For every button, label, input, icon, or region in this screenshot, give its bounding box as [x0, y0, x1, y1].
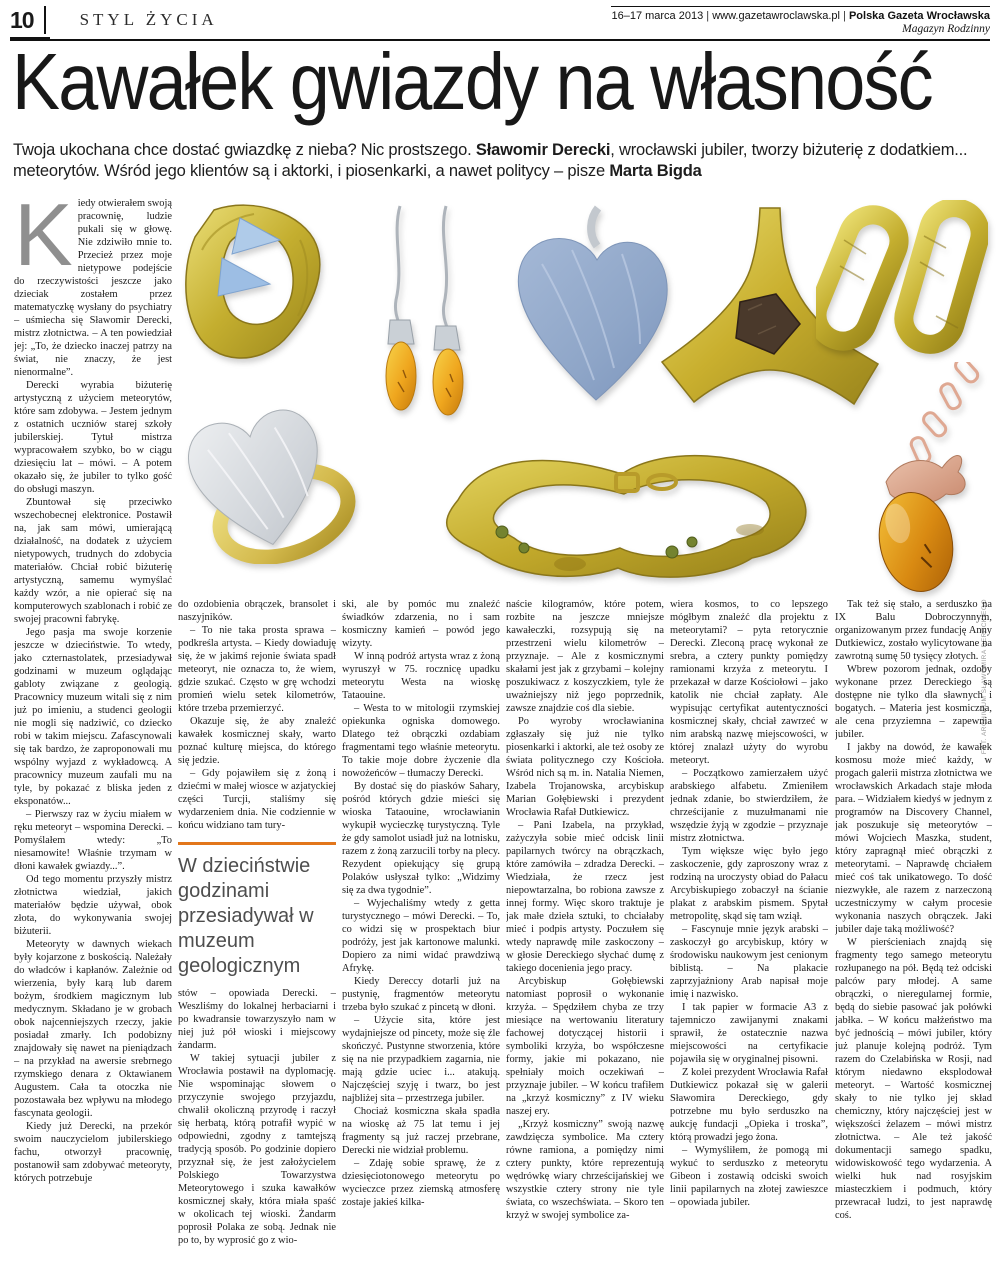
paragraph: do ozdobienia obrączek, bransolet i naszyjników. [178, 599, 336, 623]
column-2-paragraphs-bottom [178, 987, 336, 1247]
paragraph: I tak papier w formacie A3 z tajemniczo zawijanymi znakami sprawił, że ostatecznie nazwa miejscowości na certyfikacie pojawiła się w oryginalnej pisowni. [670, 1002, 828, 1065]
pull-quote: W dzieciństwie godzinami przesiadywał w muzeum geologicznym [178, 842, 336, 979]
lead-paragraph [13, 140, 985, 182]
paragraph: naście kilogramów, które potem, rozbite na jeszcze mniejsze kawałeczki, rozsypują się na przestrzeni wielu kilometrów – przyznaje. – Ale z kosmicznymi skałami jest jak z grzybami – kolejny poszukiwacz z koszyczkiem, tyle że uważniejszy niż jego poprzednik, zawsze znajdzie coś dla siebie. [506, 599, 664, 714]
paragraph: I jakby na dowód, że kawałek kosmosu może mieć każdy, w progach galerii mistrza złotnictwa we wrocławskich Arkadach staje młoda para. – Widziałem kiedyś w jednym z programów na Discovery Channel, jak poszukuje się meteorytów – mówi Wojciech Maszka, student, który zapragnął mieć obrączki z meteorytami. – Naprawdę chciałem mieć coś tak unikatowego. To dość niezwykłe, ale razem z narzeczoną uczestniczymy w całym procesie wykonania naszych obrączek. Jaki jubiler daje taką możliwość? [835, 742, 992, 935]
lead-name-derecki: Sławomir Derecki [475, 141, 611, 159]
paragraph: Kiedy już Derecki, na przekór swoim nauczycielom jubilerskiego fachu, otworzył pracownię, postanowił sam zdobywać meteoryty, których potrzebuje [14, 1121, 172, 1184]
paragraph: stów – opowiada Derecki. – Weszliśmy do lokalnej herbaciarni i po kwadransie towarzyszyło nam w niej już pół wioski i miejscowy żandarm. [178, 988, 336, 1051]
paragraph: Tym większe więc było jego zaskoczenie, gdy zaproszony wraz z rodziną na uroczysty obiad do Pałacu Arcybiskupiego zobaczył na ścianie plakat z arabskim pismem. Spytał metropolitę, skąd się tam wziął. [670, 846, 828, 922]
paragraph: – Gdy pojawiłem się z żoną i dziećmi w małej wiosce w azjatyckiej części Turcji, staliśmy się wydarzeniem dnia. Nie codziennie w końcu widziano tam tury- [178, 768, 336, 831]
column-6-paragraphs [835, 598, 992, 1222]
opening-paragraph [14, 197, 172, 379]
column-1-paragraphs [14, 379, 172, 1185]
header-divider [44, 6, 46, 34]
paragraph: Wbrew pozorom jednak, ozdoby wykonane przez Dereckiego są dostępne nie tylko dla sławnych i bogatych. – Materia jest kosmiczna, ale cena przyziemna – zapewnia jubiler. [835, 664, 992, 740]
paragraph: – Fascynuje mnie język arabski – zaskoczył go arcybiskup, który w środowisku naukowym jest cenionym biblistą. – Na plakacie zaprzyjaźniony Arab napisał moje imię i nazwisko. [670, 924, 828, 1000]
paragraph: – To nie taka prosta sprawa – podkreśla artysta. – Kiedy dowiaduję się, że w jakimś rejonie świata spadł meteoryt, nie oznacza to, że wiem, gdzie szukać. Często w grę wchodzi promień wielu setek kilometrów, które trzeba przemierzyć. [178, 625, 336, 714]
article-column-6 [835, 598, 992, 1285]
paragraph: – Pierwszy raz w życiu miałem w ręku meteoryt – wspomina Derecki. – Pomyślałem wtedy: „To niesamowite! Właśnie trzymam w dłoni kawałek gwiazdy...”. [14, 809, 172, 872]
column-2-paragraphs-top [178, 598, 336, 832]
paragraph: W pierścieniach znajdą się fragmenty tego samego meteorytu rozłupanego na pół. Będą też odciski palców pary młodej. A same obrączki, o nieregularnej formie, będą do siebie pasować jak połówki jabłka. – W końcu małżeństwo ma być jednością – mówi jubiler, który już planuje kolejną podróż. Tym razem do Czelabińska w Rosji, nad którym niedawno eksplodował meteoryt. – Wartość kosmicznej skały to nie tylko jej skład chemiczny, który najczęściej jest w większości żelazem – mówi mistrz złotnictwa. – Ale też jakość dokumentacji samego spadku, widowiskowość tego wydarzenia. A wielki huk nad rosyjskim miasteczkiem i podmuch, który przewracał ludzi, to jest naprawdę coś. [835, 937, 992, 1221]
photo-silver-heart-gold-ring [180, 394, 364, 564]
paragraph: Okazuje się, że aby znaleźć kawałek kosmicznej skały, warto poznać kulturę miejsca, do którego się jedzie. [178, 716, 336, 766]
photo-amber-pendant-chain [858, 362, 990, 592]
header-left [10, 6, 218, 34]
paragraph: W takiej sytuacji jubiler z Wrocławia postawił na dyplomację. Nie wspominając słowem o przyczynie swojego przyjazdu, chwalił okoliczną przyrodę i raczył się herbatą, którą potrafił wypić w odpowiedni, zgodny z tamtejszą tradycją sposób. Po godzinie dopiero przyznał się, że jest założycielem Polskiego Towarzystwa Meteorytowego i szuka kawałków kosmicznej skały, która miała spaść w okolicach tej wioski. Żandarm poprosił Polaka ze sobą. Jednak nie po to, by wyprosić go z wio- [178, 1053, 336, 1246]
paragraph: Jego pasja ma swoje korzenie jeszcze w dzieciństwie. To wtedy, jako czternastolatek, przesiadywał godzinami w muzeum oglądając gabloty związane z geologią. Pracownicy muzeum witali się z nim już po imieniu, a studenci geologii nie mogli się nadziwić, co dziecko robi w takim miejscu. Zafascynowali się tak bardzo, że zaproponowali mu wspólny wyjazd z wykładowcą. A pracownicy muzeum zaufali mu na tyle, by pokazać z bliska jeden z eksponatów... [14, 627, 172, 807]
paragraph: – Wyjechaliśmy wtedy z getta turystycznego – mówi Derecki. – To, co widzi się w prospektach biur podróży, jest jak kartonowe malunki. Dopiero za nimi widać prawdziwą Afrykę. [342, 898, 500, 974]
article-column-4 [506, 598, 664, 1285]
photo-credit: FOT. ARCHIWUM SŁAWOMIRA DERECKIEGO [981, 599, 988, 755]
page-header [10, 6, 990, 38]
article-column-3 [342, 598, 500, 1285]
photo-gold-ring-blue-stones [182, 200, 334, 370]
lead-author: Marta Bigda [609, 162, 702, 180]
paragraph: – Wymyśliłem, że pomogą mi wykuć to serduszko z meteorytu Gibeon i zostawią odciski swoich linii papilarnych na złotej zawieszce – opowiada jubiler. [670, 1145, 828, 1208]
paragraph: – Użycie sita, które jest wydajniejsze od pincety, może się źle skończyć. Pustynne stworzenia, które się na nie przypadkiem zagarnia, nie mają gdzie uciec i... atakują. Najczęściej szyję i twarz, bo jest najbliżej sita – przestrzega jubiler. [342, 1015, 500, 1104]
paragraph: wiera kosmos, to co lepszego mógłbym znaleźć dla projektu z meteorytami? – pyta retorycznie Derecki. Zleconą pracę wykonał ze srebra, a cztery punkty pomiędzy ramionami krzyża z meteorytu. I przekazał w darze Kościołowi – jako katolik nie chciał zapłaty. Ale wypisując certyfikat autentyczności kosmicznej skały, chciał zawrzeć w nim arabską nazwę miejscowości, w której znalazł użyty do wyrobu meteoryt. [670, 599, 828, 766]
paragraph: – Zdaję sobie sprawę, że z dziesięciotonowego meteorytu po wycieczce przez ziemską atmosferę zostaje jakieś kilka- [342, 1158, 500, 1208]
masthead-dateline: 16–17 marca 2013 | www.gazetawroclawska.pl | Polska Gazeta Wrocławska [611, 10, 990, 22]
column-5-paragraphs [670, 598, 828, 1209]
photo-amber-earrings [374, 204, 482, 419]
paragraph: Zbuntował się przeciwko wszechobecnej elektronice. Postawił na, jak sam mówi, umierającą działalność, na dodatek z użyciem nietypowych, trudnych do zdobycia materiałów. Chciał robić biżuterię artystyczną, samemu wymyślać każdy wzór, a nie opierać się na komputerowych szablonach i robić ze swojej pracowni fabrykę. [14, 497, 172, 625]
paragraph: W inną podróż artysta wraz z żoną wyruszył w 75. rocznicę upadku meteorytu Westa na wioskę Tataouine. [342, 651, 500, 701]
section-title: STYL ŻYCIA [79, 10, 218, 29]
column-4-paragraphs [506, 598, 664, 1222]
masthead-info [611, 6, 990, 35]
photo-gold-band-rings [816, 200, 988, 358]
website-text: www.gazetawroclawska.pl [712, 10, 840, 22]
paragraph: Derecki wyrabia biżuterię artystyczną z użyciem meteorytów, które sam zdobywa. – Jestem jednym z ostatnich uczniów starej szkoły jubilerskiej. Tytuł mistrza wypracowałem szybko, bo w ciągu dziesięciu lat – mówi. – A potem okazało się, że jubiler to tylko gość do obsługi maszyn. [14, 380, 172, 495]
paragraph: – Pani Izabela, na przykład, zażyczyła sobie mieć odcisk linii papilarnych twórcy na obrączkach, które zamówiła – zdradza Derecki. – Wiedziała, że rzecz jest niepowtarzalna, bo robiona zawsze z innej formy. Więc skoro traktuje je jak małe dzieła sztuki, to chciałaby mieć i podpis artysty. Poczułem się wtedy naprawdę mile zaskoczony – w głosie Dereckiego słychać dumę z takiego docenienia jego pracy. [506, 820, 664, 974]
article-column-5 [670, 598, 828, 1285]
paragraph: By dostać się do piasków Sahary, pośród których gdzie mieści się wioska Tataouine, wrocławianin wykupił wycieczkę turystyczną. Tyle że gdy samolot usiadł już na lotnisku, razem z żoną zarzucili torby na plecy. Rezydent opiekujący się grupą Polaków usłyszał tylko: „Widzimy się za dwa tygodnie”. [342, 781, 500, 896]
edition-name: Magazyn Rodzinny [902, 23, 990, 35]
paragraph: Meteoryty w dawnych wiekach były kojarzone z boskością. Należały do władców i kapłanów. Zależnie od wierzenia, były karą lub darem bożym, środkiem magicznym lub medycznym. Składano je w grobach obok najcenniejszych rzeczy, jakie posiadał zmarły. Ich podobizny znajdowały się nawet na pieniądzach – na przykład na awersie srebrnego rzymskiego denara z Oktawianem Augustem. Cała ta otoczka nie pozostawała bez wpływu na młodego fascynata geologii. [14, 939, 172, 1119]
paragraph: Tak też się stało, a serduszko na IX Balu Dobroczynnym, organizowanym przez fundację Anny Dutkiewicz, zostało wylicytowane na zawrotną sumę 50 tysięcy złotych. [835, 599, 992, 662]
photo-gold-bracelet-peridots [420, 420, 828, 590]
paragraph: – Westa to w mitologii rzymskiej opiekunka ogniska domowego. Dlatego też obrączki ozdabiam fragmentami tego właśnie meteorytu. To takie moje dobre życzenie dla nowożeńców – tłumaczy Derecki. [342, 703, 500, 779]
article-column-2 [178, 598, 336, 1285]
paragraph: Od tego momentu przyszły mistrz złotnictwa wiedział, jakich materiałów będzie używał, obok złota, do wykonywania swojej biżuterii. [14, 874, 172, 937]
headline: Kawałek gwiazdy na własność [12, 37, 932, 126]
paragraph: Po wyroby wrocławianina zgłaszały się już nie tylko piosenkarki i aktorki, ale też osoby ze świata politycznego czy Kościoła. Wśród nich są m. in. Natalia Niemen, Izabela Trojanowska, arcybiskup Marian Gołębiewski i prezydent Wrocławia Rafał Dutkiewicz. [506, 716, 664, 818]
page-number: 10 [10, 6, 34, 33]
drop-cap: K [14, 197, 73, 284]
paragraph: Arcybiskup Gołębiewski natomiast poprosił o wykonanie krzyża. – Spędziłem chyba ze trzy miesiące na wertowaniu literatury fachowej dotyczącej historii i symboliki krzyża, bo współczesne formy, jakie mi pokazano, nie spełniały moich oczekiwań – przyznaje jubiler. – W końcu trafiłem na „krzyż kosmiczny” z IV wieku naszej ery. [506, 976, 664, 1117]
paragraph: Z kolei prezydent Wrocławia Rafał Dutkiewicz pokazał się w galerii Sławomira Dereckiego, gdy potrzebne mu było serduszko na aukcję fundacji „Opieka i troska”, którą prowadzi jego żona. [670, 1067, 828, 1143]
paragraph: – Początkowo zamierzałem użyć arabskiego alfabetu. Zmieniłem jednak zdanie, bo stwierdziłem, że chrześcijanie z muzułmanami nie wszędzie żyją w zgodzie – przyznaje mistrz złotnictwa. [670, 768, 828, 844]
opening-paragraph-text: iedy otwierałem swoją pracownię, ludzie pukali się w głowę. Nie zdziwiło mnie to. Przecież przez moje nietypowe podejście do rzeczywistości jeszcze jako dzieciak zostałem przez matematyczkę wysłany do psychiatry – uśmiecha się Sławomir Derecki, mistrz złotnictwa. – A ten powiedział jej: „To, że dziecko inaczej patrzy na świat, nie znaczy, że jest nienormalne”. [14, 198, 172, 378]
column-3-paragraphs [342, 598, 500, 1209]
paper-name: Polska Gazeta Wrocławska [848, 10, 990, 22]
issue-date: 16–17 marca 2013 [611, 10, 704, 22]
lead-text-1: Twoja ukochana chce dostać gwiazdkę z nieba? Nic prostszego. [13, 141, 476, 159]
paragraph: Chociaż kosmiczna skała spadła na wioskę aż 75 lat temu i jej fragmenty są już raczej przebrane, Derecki nie widział problemu. [342, 1106, 500, 1156]
paragraph: „Krzyż kosmiczny” swoją nazwę zawdzięcza symbolice. Ma cztery równe ramiona, a pomiędzy nimi cztery punkty, które reprezentują wędrówkę wiary chrześcijańskiej we wszystkie cztery strony nie tyle świata, co wszechświata. – Skoro ten krzyż w swojej symbolice za- [506, 1119, 664, 1221]
paragraph: ski, ale by pomóc mu znaleźć świadków zdarzenia, no i sam kosmiczny kamień – powód jego wizyty. [342, 599, 500, 649]
article-column-1 [14, 197, 172, 1279]
paragraph: Kiedy Dereccy dotarli już na pustynię, fragmentów meteorytu trzeba było szukać z pincetą w dłoni. [342, 976, 500, 1013]
lead-text-2: , wrocławski jubiler, tworzy biżuterię z dodatkiem... meteorytów. Wśród jego klientów są i aktorki, i piosenkarki, a nawet politycy – pisze [13, 141, 968, 180]
